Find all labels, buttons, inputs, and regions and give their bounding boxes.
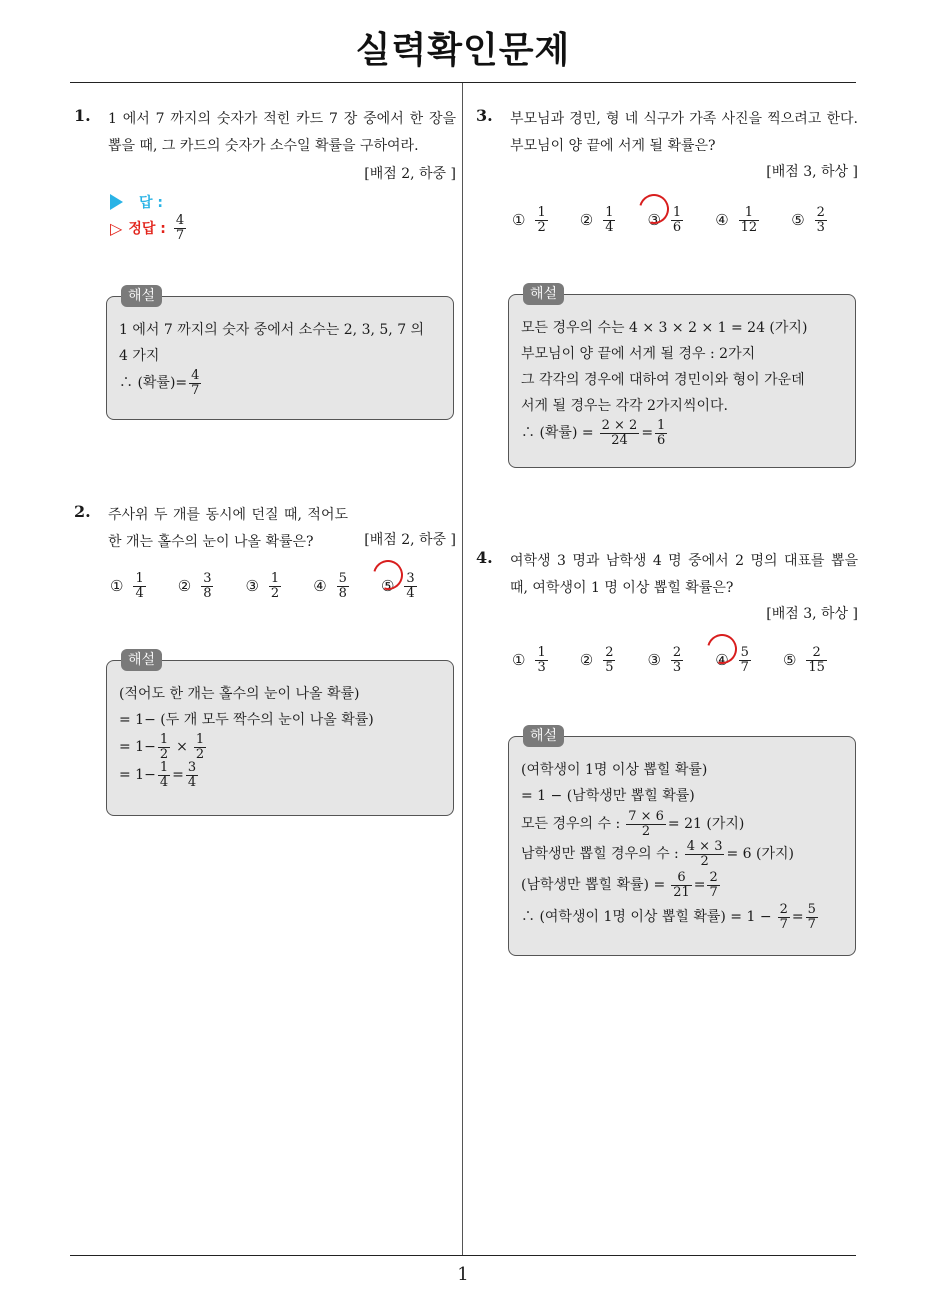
explanation-tag: 해설 xyxy=(523,725,564,747)
explanation-line: ∴ (확률) = $\frac{2 \times 2}{24}$ = $\frac{1}{6}$ xyxy=(521,418,666,448)
page-title: 실력확인문제 xyxy=(355,30,571,71)
explanation-line: = 1− (두 개 모두 짝수의 눈이 나올 확률) xyxy=(119,712,374,728)
explanation-box xyxy=(508,286,856,468)
question-text: 1 에서 7 까지의 숫자가 적힌 카드 7 장 중에서 한 장을 뽑을 때, 그 카드의 숫자가 소수일 확률을 구하여라. xyxy=(108,111,456,154)
choice-1[interactable]: ① $\frac{1}{2}$ xyxy=(512,205,546,235)
choice-1[interactable]: ① $\frac{1}{3}$ xyxy=(512,645,546,675)
question-text: 부모님과 경민, 형 네 식구가 가족 사진을 찍으려고 한다. 부모님이 양 끝에 서게 될 확률은? xyxy=(510,111,858,154)
score-label: [배점 3, 하상 ] xyxy=(766,606,858,622)
question-text: 여학생 3 명과 남학생 4 명 중에서 2 명의 대표를 뽑을 때, 여학생이 1 명 이상 뽑힐 확률은? xyxy=(510,553,858,596)
explanation-line: 모든 경우의 수는 4 × 3 × 2 × 1 = 24 (가지) xyxy=(521,320,808,336)
choice-4[interactable]: ④ $\frac{5}{8}$ xyxy=(313,571,347,601)
choice-2[interactable]: ② $\frac{2}{5}$ xyxy=(579,645,614,675)
explanation-line: 서게 될 경우는 각각 2가지씩이다. xyxy=(521,398,728,414)
choice-5[interactable]: ⑤ $\frac{2}{15}$ xyxy=(782,645,825,675)
explanation-line: = 1− $\frac{1}{2}$ × $\frac{1}{2}$ xyxy=(119,732,205,762)
explanation-line: 남학생만 뽑힐 경우의 수 : $\frac{4 \times 3}{2}$ = 6 (가지) xyxy=(521,838,794,869)
choice-2[interactable]: ② $\frac{1}{4}$ xyxy=(579,205,614,235)
explanation-line: (여학생이 1명 이상 뽑힐 확률) xyxy=(521,762,708,778)
explanation-line: 1 에서 7 까지의 숫자 중에서 소수는 2, 3, 5, 7 의 xyxy=(119,322,425,338)
explanation-box xyxy=(106,288,454,420)
explanation-line: 부모님이 양 끝에 서게 될 경우 : 2가지 xyxy=(521,346,756,362)
score-label: [배점 2, 하중 ] xyxy=(364,166,456,182)
choice-list xyxy=(512,206,829,234)
answer-row xyxy=(110,192,163,212)
choice-5[interactable]: ⑤ $\frac{2}{3}$ xyxy=(791,205,825,235)
correct-label: 정답 : xyxy=(128,221,166,238)
explanation-line: = 1 − (남학생만 뽑힐 확률) xyxy=(521,788,695,804)
column-divider xyxy=(462,83,463,1256)
choice-list xyxy=(110,572,419,600)
top-rule xyxy=(70,82,856,83)
question-1 xyxy=(74,106,456,426)
explanation-tag: 해설 xyxy=(121,285,162,307)
correct-answer-fraction: $\frac{4}{7}$ xyxy=(175,213,185,243)
explanation-tag: 해설 xyxy=(523,283,564,305)
choice-3[interactable]: ③ $\frac{1}{2}$ xyxy=(245,571,280,601)
triangle-outline-icon: ▷ xyxy=(110,218,123,238)
selected-mark xyxy=(367,555,408,596)
question-text: 주사위 두 개를 동시에 던질 때, 적어도 한 개는 홀수의 눈이 나올 확률은? xyxy=(108,507,348,550)
explanation-line: 4 가지 xyxy=(119,348,160,364)
question-number: 1. xyxy=(74,106,91,125)
explanation-tag: 해설 xyxy=(121,649,162,671)
explanation-box xyxy=(106,652,454,816)
choice-1[interactable]: ① $\frac{1}{4}$ xyxy=(110,571,144,601)
explanation-line: (남학생만 뽑힐 확률) = $\frac{6}{21}$ = $\frac{2}{7}$ xyxy=(521,869,718,900)
choice-3[interactable]: ③ $\frac{2}{3}$ xyxy=(647,645,682,675)
question-number: 3. xyxy=(476,106,493,125)
selected-mark xyxy=(634,189,675,230)
selected-mark xyxy=(702,629,743,670)
score-label: [배점 3, 하상 ] xyxy=(766,164,858,180)
choice-3[interactable]: ③ $\frac{1}{6}$ xyxy=(647,206,685,234)
explanation-line: 모든 경우의 수 : $\frac{7 \times 6}{2}$ = 21 (가지) xyxy=(521,808,745,839)
explanation-line: ∴ (여학생이 1명 이상 뽑힐 확률) = 1 − $\frac{2}{7}$ = $\frac{5}{7}$ xyxy=(521,901,816,932)
question-number: 4. xyxy=(476,548,493,567)
score-label: [배점 2, 하중 ] xyxy=(364,532,456,548)
explanation-box xyxy=(508,728,856,956)
question-2 xyxy=(74,502,456,822)
explanation-line: (적어도 한 개는 홀수의 눈이 나올 확률) xyxy=(119,686,360,702)
page-number: 1 xyxy=(457,1264,469,1285)
choice-4[interactable]: ④ $\frac{1}{12}$ xyxy=(715,205,758,235)
choice-2[interactable]: ② $\frac{3}{8}$ xyxy=(177,571,212,601)
choice-4[interactable]: ④ $\frac{5}{7}$ xyxy=(715,646,753,674)
play-icon xyxy=(110,194,123,210)
answer-label: 답 : xyxy=(139,195,163,211)
question-number: 2. xyxy=(74,502,91,521)
explanation-line: ∴ (확률)= $\frac{4}{7}$ xyxy=(119,368,200,398)
question-3 xyxy=(476,106,858,470)
choice-list xyxy=(512,646,829,674)
explanation-line: = 1− $\frac{1}{4}$ = $\frac{3}{4}$ xyxy=(119,760,197,790)
question-4 xyxy=(476,548,858,958)
bottom-rule xyxy=(70,1255,856,1256)
explanation-line: 그 각각의 경우에 대하여 경민이와 형이 가운데 xyxy=(521,372,805,388)
correct-answer-row xyxy=(110,214,188,242)
choice-5[interactable]: ⑤ $\frac{3}{4}$ xyxy=(381,572,419,600)
